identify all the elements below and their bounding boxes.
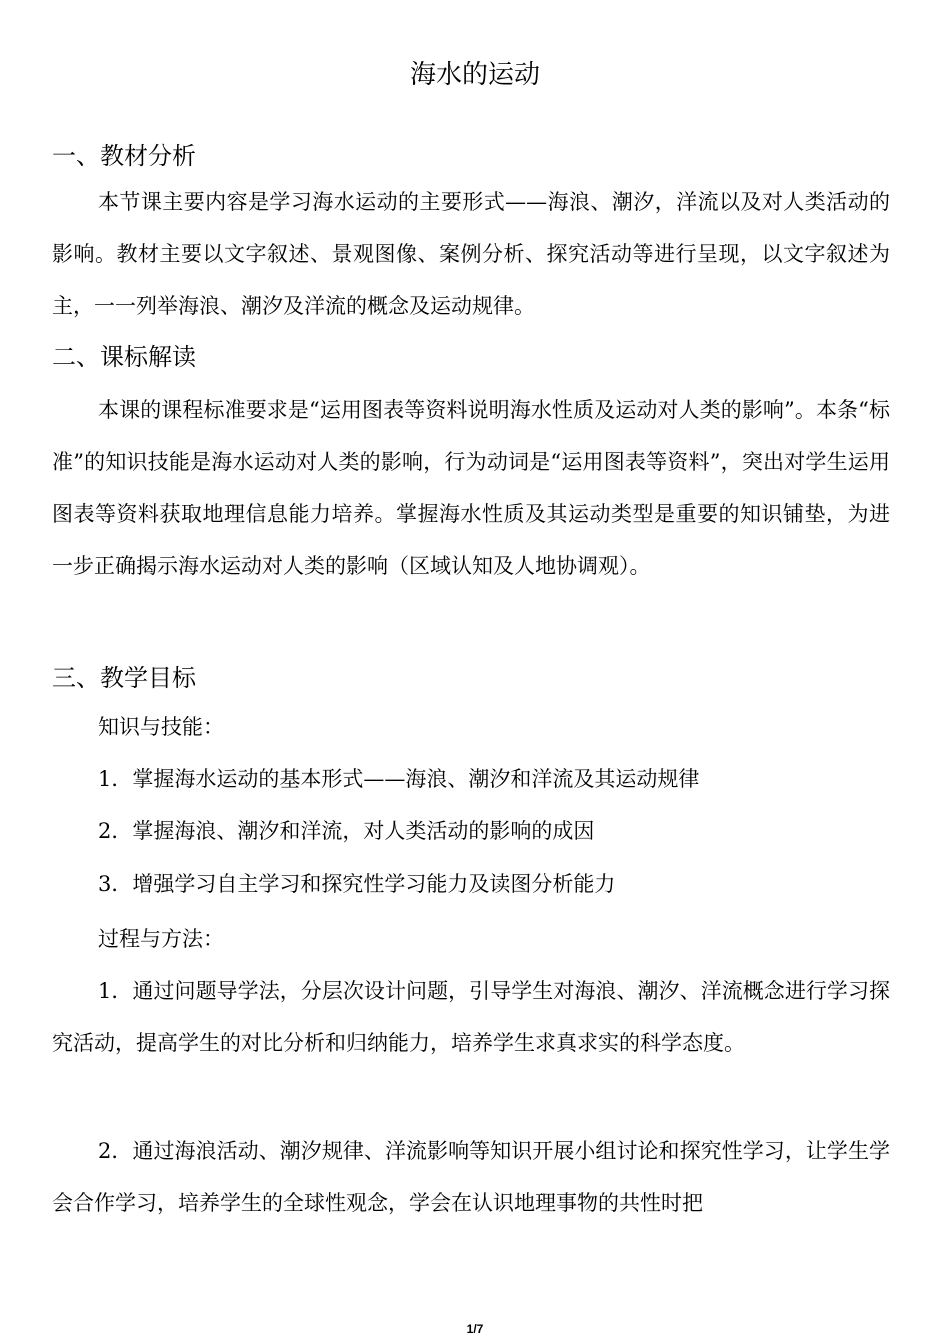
section-heading-textbook-analysis: 一、教材分析	[52, 142, 196, 170]
section-heading-curriculum-standard: 二、课标解读	[52, 343, 196, 371]
paragraph-textbook-analysis: 本节课主要内容是学习海水运动的主要形式——海浪、潮汐，洋流以及对人类活动的影响。教材主要以文字叙述、景观图像、案例分析、探究活动等进行呈现，以文字叙述为主，一一列举海浪、潮汐及洋流的概念及运动规律。	[52, 190, 890, 318]
page-number: 1/7	[466, 1322, 484, 1336]
knowledge-skills-label: 知识与技能：	[98, 715, 224, 739]
document-title: 海水的运动	[409, 60, 540, 90]
process-item-2: 2．通过海浪活动、潮汐规律、洋流影响等知识开展小组讨论和探究性学习，让学生学会合作学习，培养学生的全球性观念，学会在认识地理事物的共性时把	[52, 1139, 890, 1215]
section-heading-teaching-goals: 三、教学目标	[52, 664, 196, 692]
process-methods-label: 过程与方法：	[98, 927, 224, 951]
process-item-1: 1．通过问题导学法，分层次设计问题，引导学生对海浪、潮汐、洋流概念进行学习探究活动，提高学生的对比分析和归纳能力，培养学生求真求实的科学态度。	[52, 979, 890, 1055]
paragraph-curriculum-standard: 本课的课程标准要求是“运用图表等资料说明海水性质及运动对人类的影响”。本条“标准”的知识技能是海水运动对人类的影响，行为动词是“运用图表等资料”，突出对学生运用图表等资料获取地理信息能力培养。掌握海水性质及其运动类型是重要的知识铺垫，为进一步正确揭示海水运动对人类的影响（区域认知及人地协调观）。	[52, 398, 890, 578]
knowledge-item-2: 2．掌握海浪、潮汐和洋流，对人类活动的影响的成因	[98, 819, 595, 843]
knowledge-item-1: 1．掌握海水运动的基本形式——海浪、潮汐和洋流及其运动规律	[98, 767, 700, 791]
knowledge-item-3: 3．增强学习自主学习和探究性学习能力及读图分析能力	[98, 872, 616, 896]
